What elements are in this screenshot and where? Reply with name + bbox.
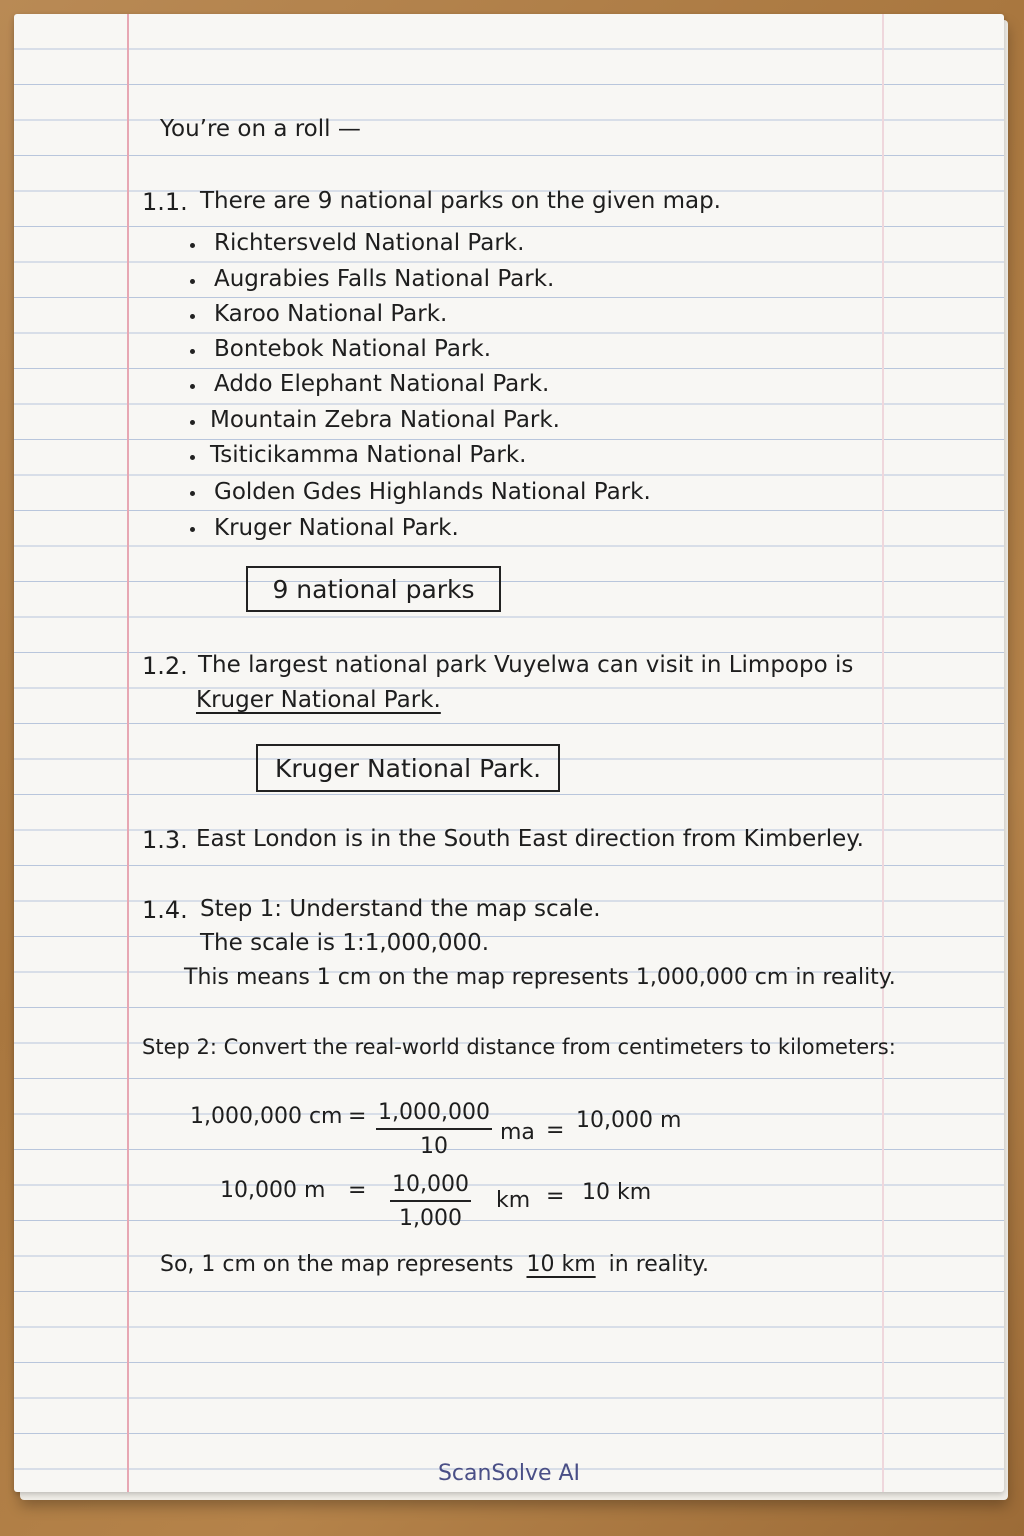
eq1-denominator: 10 xyxy=(419,1134,448,1159)
conclusion-line xyxy=(160,1254,709,1276)
eq1-numerator: 1,000,000 xyxy=(376,1100,492,1130)
list-item: Bontebok National Park. xyxy=(214,336,492,362)
notebook-page xyxy=(14,14,1004,1492)
eq1-unit: ma xyxy=(500,1120,535,1145)
q1-3-number: 1.3. xyxy=(142,826,188,854)
eq2-numerator: 10,000 xyxy=(390,1172,471,1202)
q1-2-line2: Kruger National Park. xyxy=(196,687,441,713)
margin-line xyxy=(127,14,129,1492)
eq2-unit: km xyxy=(496,1188,531,1213)
q1-4-number: 1.4. xyxy=(142,896,188,924)
eq1-equals-b: = xyxy=(546,1118,565,1143)
q1-4-meaning: This means 1 cm on the map represents 1,000,000 cm in reality. xyxy=(184,965,896,990)
eq2-result: 10 km xyxy=(582,1180,652,1205)
eq1-result: 10,000 m xyxy=(576,1108,682,1133)
q1-1-number: 1.1. xyxy=(142,188,188,216)
list-item: Tsiticikamma National Park. xyxy=(210,442,527,468)
list-item: Mountain Zebra National Park. xyxy=(210,407,560,433)
q1-4-scale: The scale is 1:1,000,000. xyxy=(200,930,490,956)
q1-2-answer-box: Kruger National Park. xyxy=(256,744,560,792)
list-item: Karoo National Park. xyxy=(214,301,448,327)
eq2-denominator: 1,000 xyxy=(399,1206,462,1231)
eq2-equals-a: = xyxy=(348,1178,367,1203)
eq2-fraction xyxy=(390,1172,471,1231)
q1-4-step2: Step 2: Convert the real-world distance from centimeters to kilometers: xyxy=(142,1035,896,1059)
conclusion-suffix: in reality. xyxy=(608,1252,710,1277)
eq1-equals-a: = xyxy=(348,1104,367,1129)
footer-brand: ScanSolve AI xyxy=(437,1461,581,1486)
list-item: Kruger National Park. xyxy=(214,515,459,541)
q1-1-answer-box: 9 national parks xyxy=(246,566,501,612)
bullet-icon xyxy=(190,384,195,389)
conclusion-prefix: So, 1 cm on the map represents xyxy=(160,1252,514,1277)
list-item: Augrabies Falls National Park. xyxy=(214,266,555,292)
eq2-equals-b: = xyxy=(546,1184,565,1209)
bullet-icon xyxy=(190,279,195,284)
bullet-icon xyxy=(190,314,195,319)
q1-4-step1: Step 1: Understand the map scale. xyxy=(200,896,601,922)
right-margin-line xyxy=(882,14,884,1492)
intro-text: You’re on a roll — xyxy=(160,116,361,142)
bullet-icon xyxy=(190,491,195,496)
bullet-icon xyxy=(190,527,195,532)
q1-1-text: There are 9 national parks on the given map. xyxy=(200,188,721,214)
q1-2-line1: The largest national park Vuyelwa can visit in Limpopo is xyxy=(198,652,854,678)
eq1-lhs: 1,000,000 cm xyxy=(190,1104,343,1129)
list-item: Golden Gdes Highlands National Park. xyxy=(214,479,651,505)
bullet-icon xyxy=(190,243,195,248)
q1-3-text: East London is in the South East direction from Kimberley. xyxy=(196,826,864,852)
conclusion-value: 10 km xyxy=(526,1252,596,1277)
bullet-icon xyxy=(190,455,195,460)
list-item: Addo Elephant National Park. xyxy=(214,371,550,397)
list-item: Richtersveld National Park. xyxy=(214,230,525,256)
bullet-icon xyxy=(190,349,195,354)
eq1-fraction xyxy=(376,1100,492,1159)
q1-2-number: 1.2. xyxy=(142,652,188,680)
bullet-icon xyxy=(190,420,195,425)
eq2-lhs: 10,000 m xyxy=(220,1178,326,1203)
